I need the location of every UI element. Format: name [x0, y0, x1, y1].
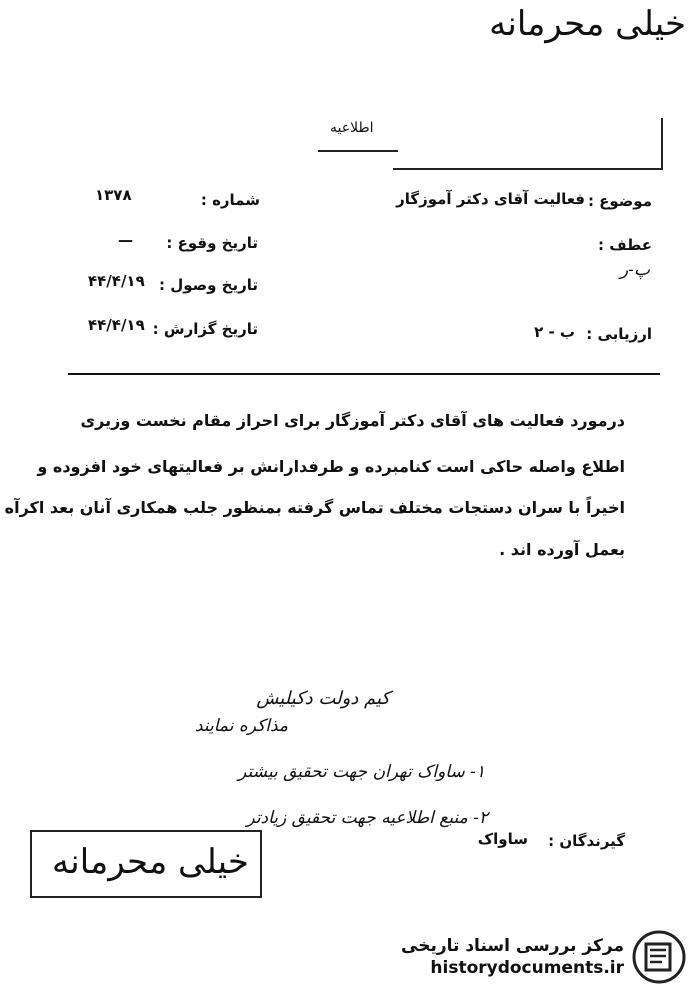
- number-label: شماره :: [200, 191, 260, 209]
- watermark-url: historydocuments.ir: [430, 958, 624, 978]
- receipt-date-value: ۴۴/۴/۱۹: [88, 272, 145, 290]
- recipients-value: ساواک: [477, 830, 528, 848]
- recipients-label: گیرندگان :: [548, 832, 625, 850]
- handwritten-note-1: کیم دولت دکیلیش: [256, 688, 390, 709]
- report-date-value: ۴۴/۴/۱۹: [88, 316, 145, 334]
- classification-stamp-frame: [393, 118, 663, 170]
- body-line-4: بعمل آورده اند .: [499, 540, 625, 559]
- body-line-2: اطلاع واصله حاکی است کنامبرده و طرفدارانش بر فعالیتهای خود افزوده و: [37, 457, 625, 476]
- watermark-title: مرکز بررسی اسناد تاریخی: [401, 936, 624, 956]
- section-divider: [68, 373, 660, 375]
- bottom-classification-stamp: خیلی محرمانه: [52, 842, 249, 882]
- evaluation-label: ارزیابی :: [586, 325, 652, 343]
- reference-label: عطف :: [598, 236, 652, 254]
- reference-handwritten: پ-ر: [620, 260, 650, 280]
- subject-value: فعالیت آقای دکتر آموزگار: [396, 190, 585, 208]
- subject-label: موضوع :: [587, 192, 652, 210]
- handwritten-note-2: مذاکره نمایند: [194, 716, 288, 736]
- classification-stamp: خیلی محرمانه: [489, 4, 686, 44]
- handwritten-note-4: ۲- منبع اطلاعیه جهت تحقیق زیادتر: [246, 808, 488, 828]
- body-line-1: درمورد فعالیت های آقای دکتر آموزگار برای احراز مقام نخست وزیری: [80, 411, 625, 430]
- event-date-value: —: [118, 231, 134, 249]
- receipt-date-label: تاریخ وصول :: [158, 276, 258, 294]
- evaluation-value: ب - ۲: [534, 323, 575, 341]
- archive-logo-icon: [632, 930, 686, 984]
- number-value: ۱۳۷۸: [95, 186, 132, 204]
- event-date-label: تاریخ وقوع :: [166, 234, 258, 252]
- report-date-label: تاریخ گزارش :: [152, 320, 258, 338]
- notice-rule: [318, 150, 398, 152]
- body-line-3: اخیراً با سران دستجات مختلف تماس گرفته بمنظور جلب همکاری آنان بعد اکرآه: [4, 498, 625, 517]
- handwritten-note-3: ۱- ساواک تهران جهت تحقیق بیشتر: [238, 762, 485, 782]
- notice-label: اطلاعیه: [330, 120, 374, 136]
